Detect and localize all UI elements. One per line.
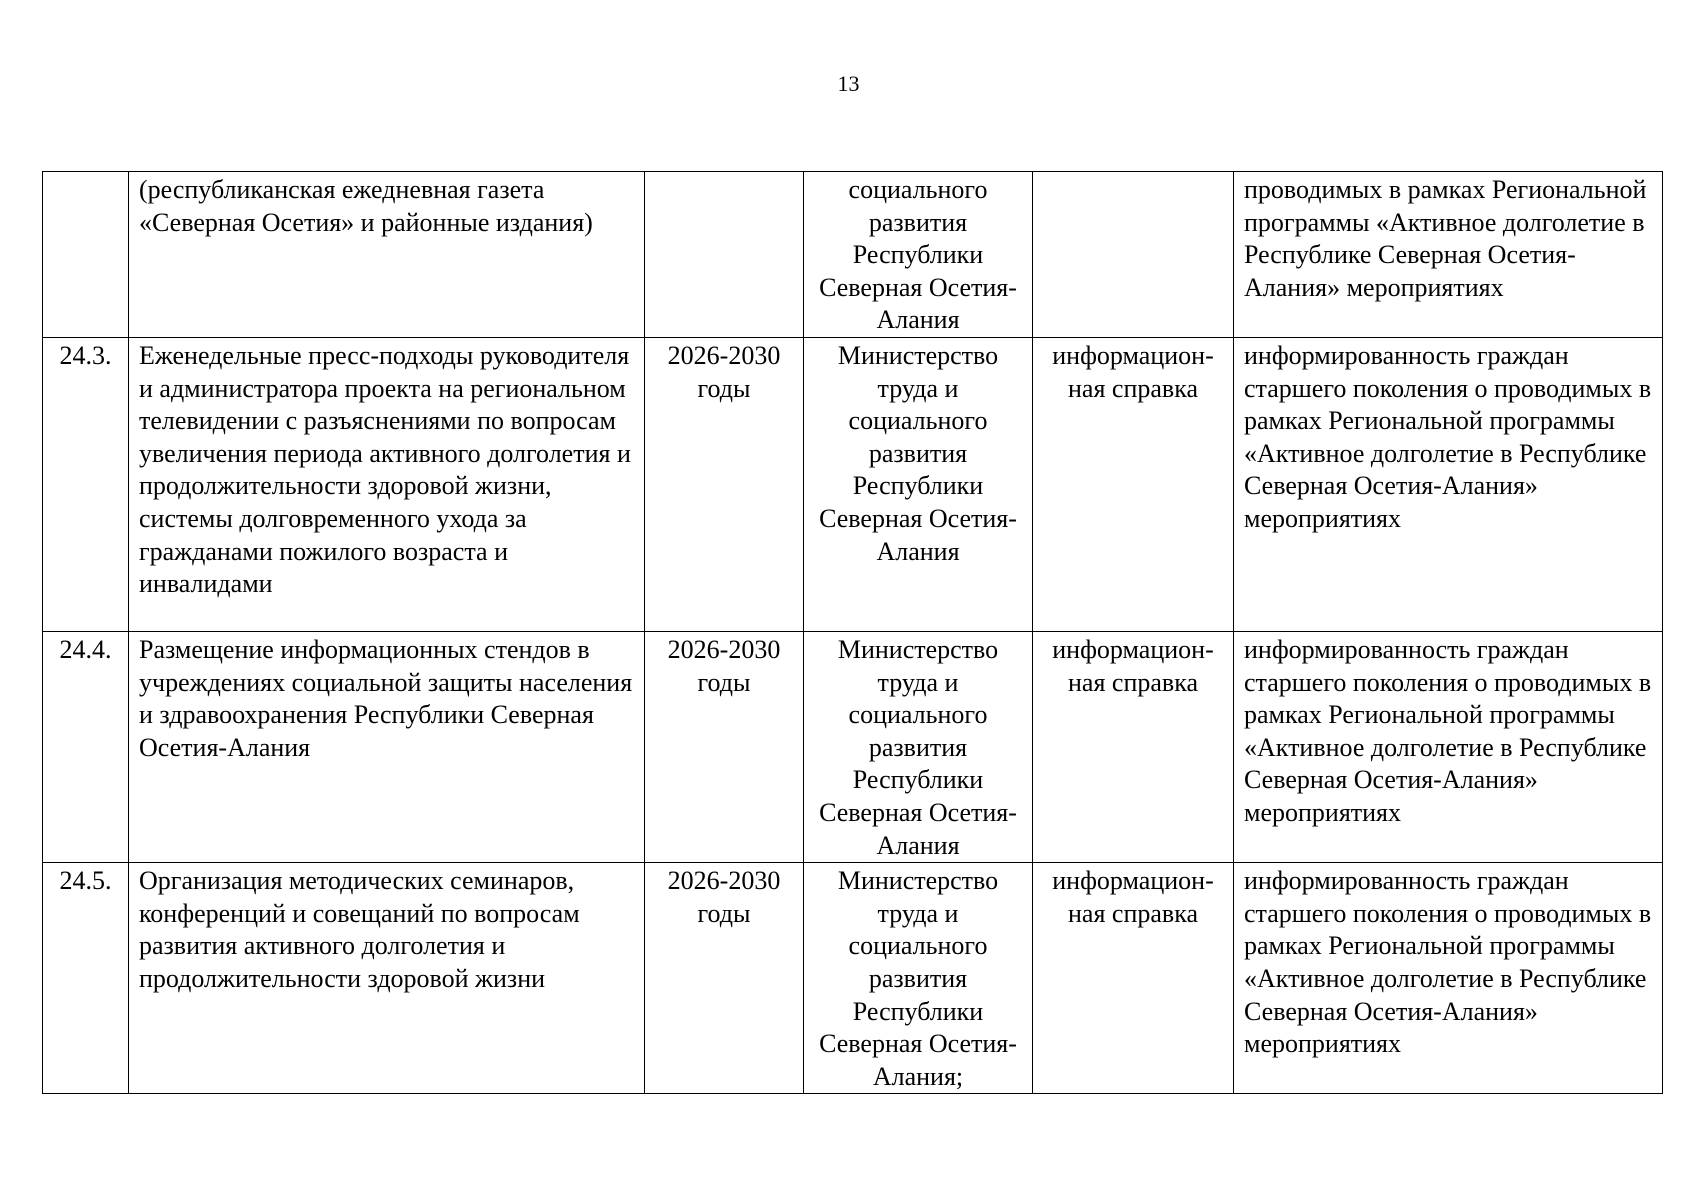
activity-name-cell: Размещение информационных стендов в учреждениях социальной защиты населения и здравоохранения Республики Северная Осетия-Алания [129,631,645,862]
report-form-cell [1033,172,1234,338]
term-cell [645,172,804,338]
term-cell: 2026-2030 годы [645,337,804,631]
executor-cell: Министерство труда и социального развития Республики Северная Осетия-Алания [804,631,1033,862]
activities-table [42,171,1663,1094]
activity-name-cell: (республиканская ежедневная газета «Северная Осетия» и районные издания) [129,172,645,338]
expected-result-cell: информированность граждан старшего поколения о проводимых в рамках Региональной программы «Активное долголетие в Республике Северная Осетия-Алания» мероприятиях [1234,863,1663,1094]
term-cell: 2026-2030 годы [645,631,804,862]
activity-name-cell: Организация методических семинаров, конференций и совещаний по вопросам развития активного долголетия и продолжительности здоровой жизни [129,863,645,1094]
expected-result-cell: информированность граждан старшего поколения о проводимых в рамках Региональной программы «Активное долголетие в Республике Северная Осетия-Алания» мероприятиях [1234,337,1663,631]
executor-cell: Министерство труда и социального развития Республики Северная Осетия-Алания; [804,863,1033,1094]
row-number-cell: 24.5. [43,863,129,1094]
report-form-cell: информацион-ная справка [1033,631,1234,862]
activity-name-cell: Еженедельные пресс-подходы руководителя и администратора проекта на региональном телевидении с разъяснениями по вопросам увеличения периода активного долголетия и продолжительности здоровой жизни, системы долговременного ухода за гражданами пожилого возраста и инвалидами [129,337,645,631]
report-form-cell: информацион-ная справка [1033,863,1234,1094]
executor-cell: Министерство труда и социального развития Республики Северная Осетия-Алания [804,337,1033,631]
page-number: 13 [837,71,860,96]
term-cell: 2026-2030 годы [645,863,804,1094]
row-number-cell [43,172,129,338]
row-number-cell: 24.4. [43,631,129,862]
table-row [43,631,1663,862]
table-row [43,863,1663,1094]
table-row [43,337,1663,631]
expected-result-cell: информированность граждан старшего поколения о проводимых в рамках Региональной программы «Активное долголетие в Республике Северная Осетия-Алания» мероприятиях [1234,631,1663,862]
report-form-cell: информацион-ная справка [1033,337,1234,631]
executor-cell: социального развития Республики Северная Осетия-Алания [804,172,1033,338]
table-row [43,172,1663,338]
row-number-cell: 24.3. [43,337,129,631]
expected-result-cell: проводимых в рамках Региональной программы «Активное долголетие в Республике Северная Осетия-Алания» мероприятиях [1234,172,1663,338]
